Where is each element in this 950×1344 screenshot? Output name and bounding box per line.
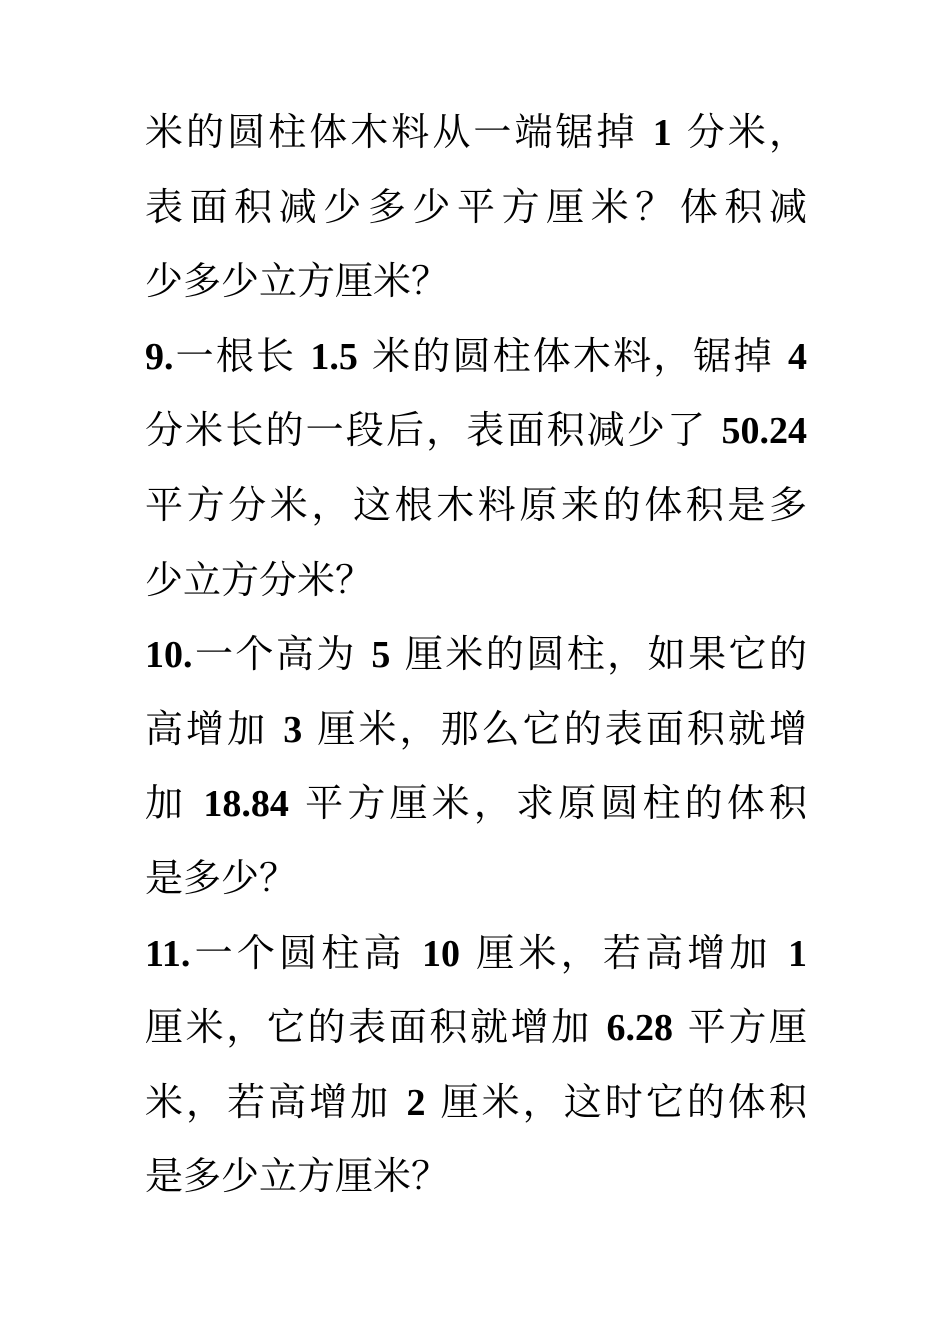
text-segment: 少立方分米？ [145,557,374,602]
number-text: 2 [406,1081,426,1124]
text-segment: 高增加 [145,706,284,751]
text-line [145,326,807,386]
text-segment: 厘米，这时它的体积 [425,1079,807,1124]
text-segment: 一个圆柱高 [190,930,422,975]
number-text: 3 [283,708,303,751]
text-segment: 加 [145,781,204,826]
number-text: 10 [421,932,460,975]
text-segment: 厘米，若高增加 [459,930,788,975]
number-text: 4 [787,335,807,378]
text-line [145,923,807,983]
text-line [145,699,807,759]
text-line [145,400,807,460]
text-line [145,773,807,833]
text-segment: 一根长 [173,333,311,378]
text-segment: 米的圆柱体木料从一端锯掉 [145,110,653,154]
text-segment: 少多少立方厘米？ [145,259,450,304]
text-line [145,1072,807,1132]
text-segment: 厘米，它的表面积就增加 [145,1005,607,1050]
text-line [145,624,807,684]
text-segment: 是多少立方厘米？ [145,1154,450,1199]
text-segment: 厘米的圆柱，如果它的 [390,632,807,677]
text-segment: 厘米，那么它的表面积就增 [302,706,807,751]
text-segment: 分米， [671,110,807,154]
text-segment: 是多少？ [145,856,298,900]
number-text: 5 [371,634,391,677]
text-line [145,251,807,311]
text-line [145,1146,807,1206]
number-text: 1 [787,932,807,975]
text-line [145,102,807,162]
text-segment: 米，若高增加 [145,1079,407,1124]
number-text: 11. [145,932,191,975]
text-line [145,475,807,535]
number-text: 6.28 [606,1007,674,1050]
text-line [145,848,807,908]
text-segment: 分米长的一段后，表面积减少了 [145,408,722,453]
text-segment: 一个高为 [192,632,372,677]
text-line [145,550,807,610]
text-segment: 米的圆柱体木料，锯掉 [357,333,788,378]
number-text: 1.5 [310,335,358,378]
text-line [145,997,807,1057]
number-text: 9. [145,335,174,378]
number-text: 18.84 [203,783,289,826]
text-line [145,177,807,237]
text-segment: 平方分米，这根木料原来的体积是多 [145,483,807,527]
number-text: 1 [652,112,672,154]
number-text: 10. [145,634,193,677]
text-segment: 表面积减少多少平方厘米？体积减 [145,184,807,229]
text-segment: 平方厘 [673,1005,807,1050]
number-text: 50.24 [721,410,807,453]
text-segment: 平方厘米，求原圆柱的体积 [288,781,807,826]
